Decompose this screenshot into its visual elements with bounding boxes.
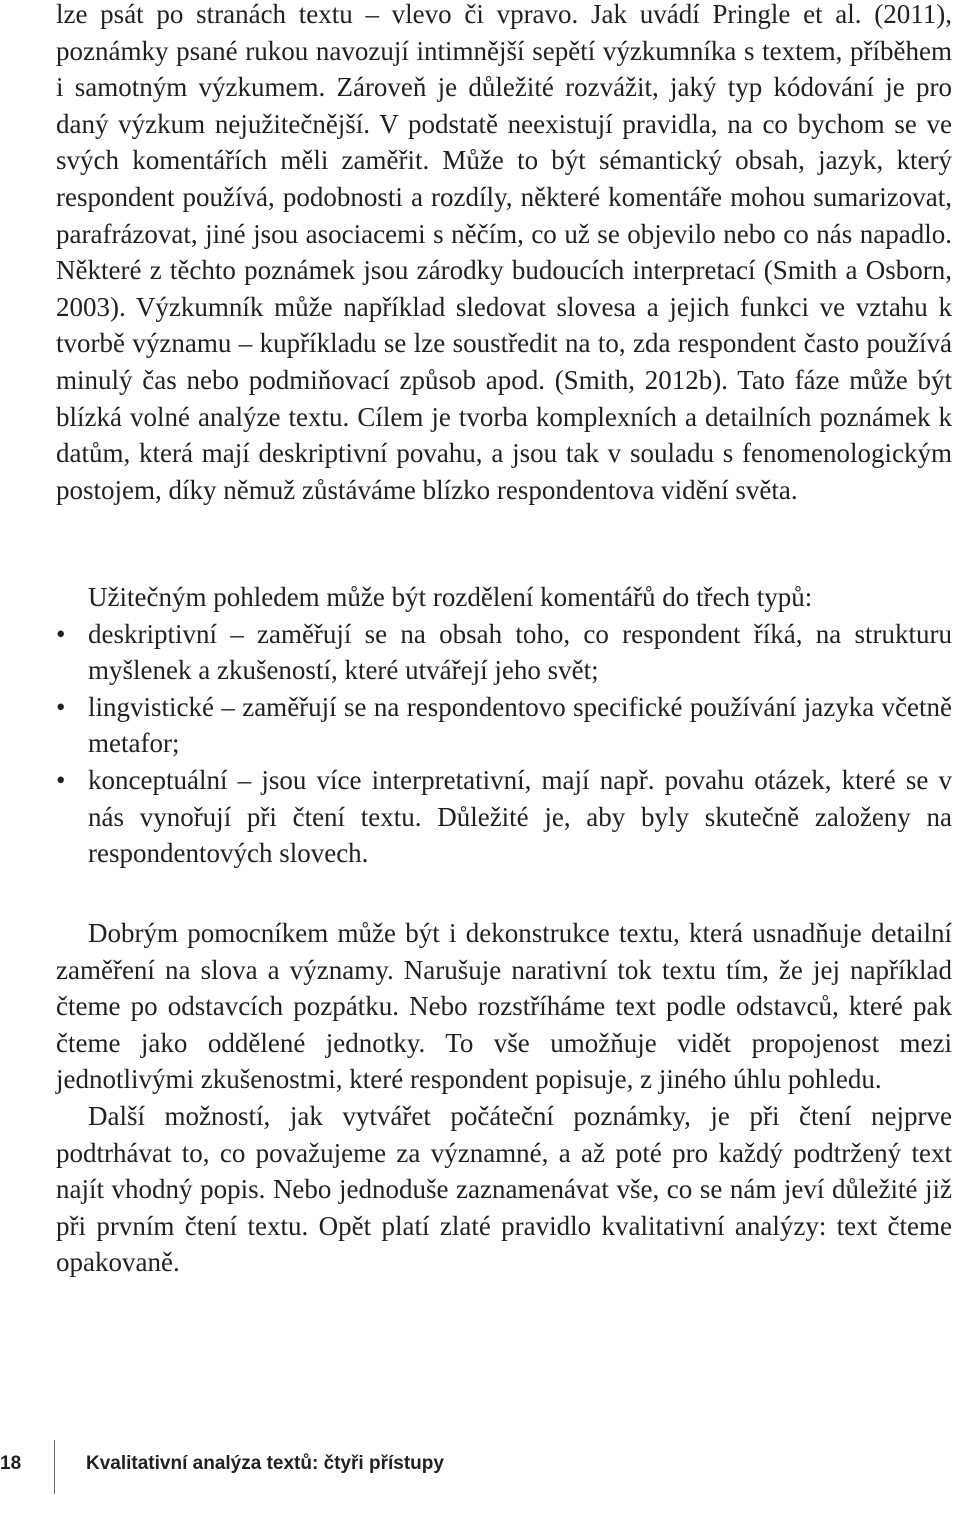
paragraph-deconstruction: Dobrým pomocníkem může být i dekonstrukce textu, která usnadňuje detailní zaměření na slova a významy. Narušuje narativní tok textu tím, že jej například čteme po odstavcích pozpátku. Nebo rozstříháme text podle odstavců, které pak čteme jako oddělené jednotky. To vše umožňuje vidět propojenost mezi jednotlivými zkušenostmi, které respondent popisuje, z jiného úhlu pohledu. xyxy=(56,918,952,1095)
paragraph-underline: Další možností, jak vytvářet počáteční poznámky, je při čtení nejprve podtrhávat to, co považujeme za významné, a až poté pro každý podtržený text najít vhodný popis. Nebo jednoduše zaznamenávat vše, co se nám jeví důležité již při prvním čtení textu. Opět platí zlaté pravidlo kvalitativní analýzy: text čteme opakovaně. xyxy=(56,1100,952,1278)
page-footer xyxy=(0,1440,960,1500)
list-item-conceptual xyxy=(56,762,952,872)
comment-types-list xyxy=(56,616,952,872)
page-number: 18 xyxy=(0,1453,22,1474)
list-item-text: deskriptivní – zaměřují se na obsah toho, co respondent říká, na strukturu myšlenek a zkušeností, které utvářejí jeho svět; xyxy=(88,618,952,686)
comment-types-section xyxy=(56,579,952,872)
bullet-icon: • xyxy=(56,691,66,722)
paragraph-coding-comments: lze psát po stranách textu – vlevo či vpravo. Jak uvádí Pringle et al. (2011), poznámky psané rukou navozují intimnější sepětí výzkumníka s textem, příběhem i samotným výzkumem. Zároveň je důležité rozvážit, jaký typ kódování je pro daný výzkum nejužitečnější. V podstatě neexistují pravidla, na co bychom se ve svých komentářích měli zaměřit. Může to být sémantický obsah, jazyk, který respondent používá, podobnosti a rozdíly, některé komentáře mohou sumarizovat, parafrázovat, jiné jsou asociacemi s něčím, co už se objevilo nebo co nás napadlo. Některé z těchto poznámek jsou zárodky budoucích interpretací (Smith a Osborn, 2003). Výzkumník může například sledovat slovesa a jejich funkci ve vztahu k tvorbě významu – kupříkladu se lze soustředit na to, zda respondent často používá minulý čas nebo podmiňovací způsob apod. (Smith, 2012b). Tato fáze může být blízká volné analýze textu. Cílem je tvorba komplexních a detailních poznámek k datům, která mají deskriptivní povahu, a jsou tak v souladu s fenomenologickým postojem, díky němuž zůstáváme blízko respondentova vidění světa. xyxy=(56,0,952,505)
bottom-text-block xyxy=(56,915,952,1281)
list-item-text: lingvistické – zaměřují se na respondentovo specifické používání jazyka včetně metafor; xyxy=(88,691,952,759)
list-item-linguistic xyxy=(56,689,952,762)
running-title: Kvalitativní analýza textů: čtyři přístupy xyxy=(86,1453,444,1474)
top-text-block xyxy=(56,0,952,508)
list-item-text: konceptuální – jsou více interpretativní, mají např. povahu otázek, které se v nás vynořují při čtení textu. Důležité je, aby byly skutečně založeny na respondentových slovech. xyxy=(88,764,952,869)
bullet-icon: • xyxy=(56,764,66,795)
comment-types-intro: Užitečným pohledem může být rozdělení komentářů do třech typů: xyxy=(88,582,813,612)
footer-divider xyxy=(54,1440,55,1494)
bullet-icon: • xyxy=(56,618,66,649)
list-item-descriptive xyxy=(56,616,952,689)
